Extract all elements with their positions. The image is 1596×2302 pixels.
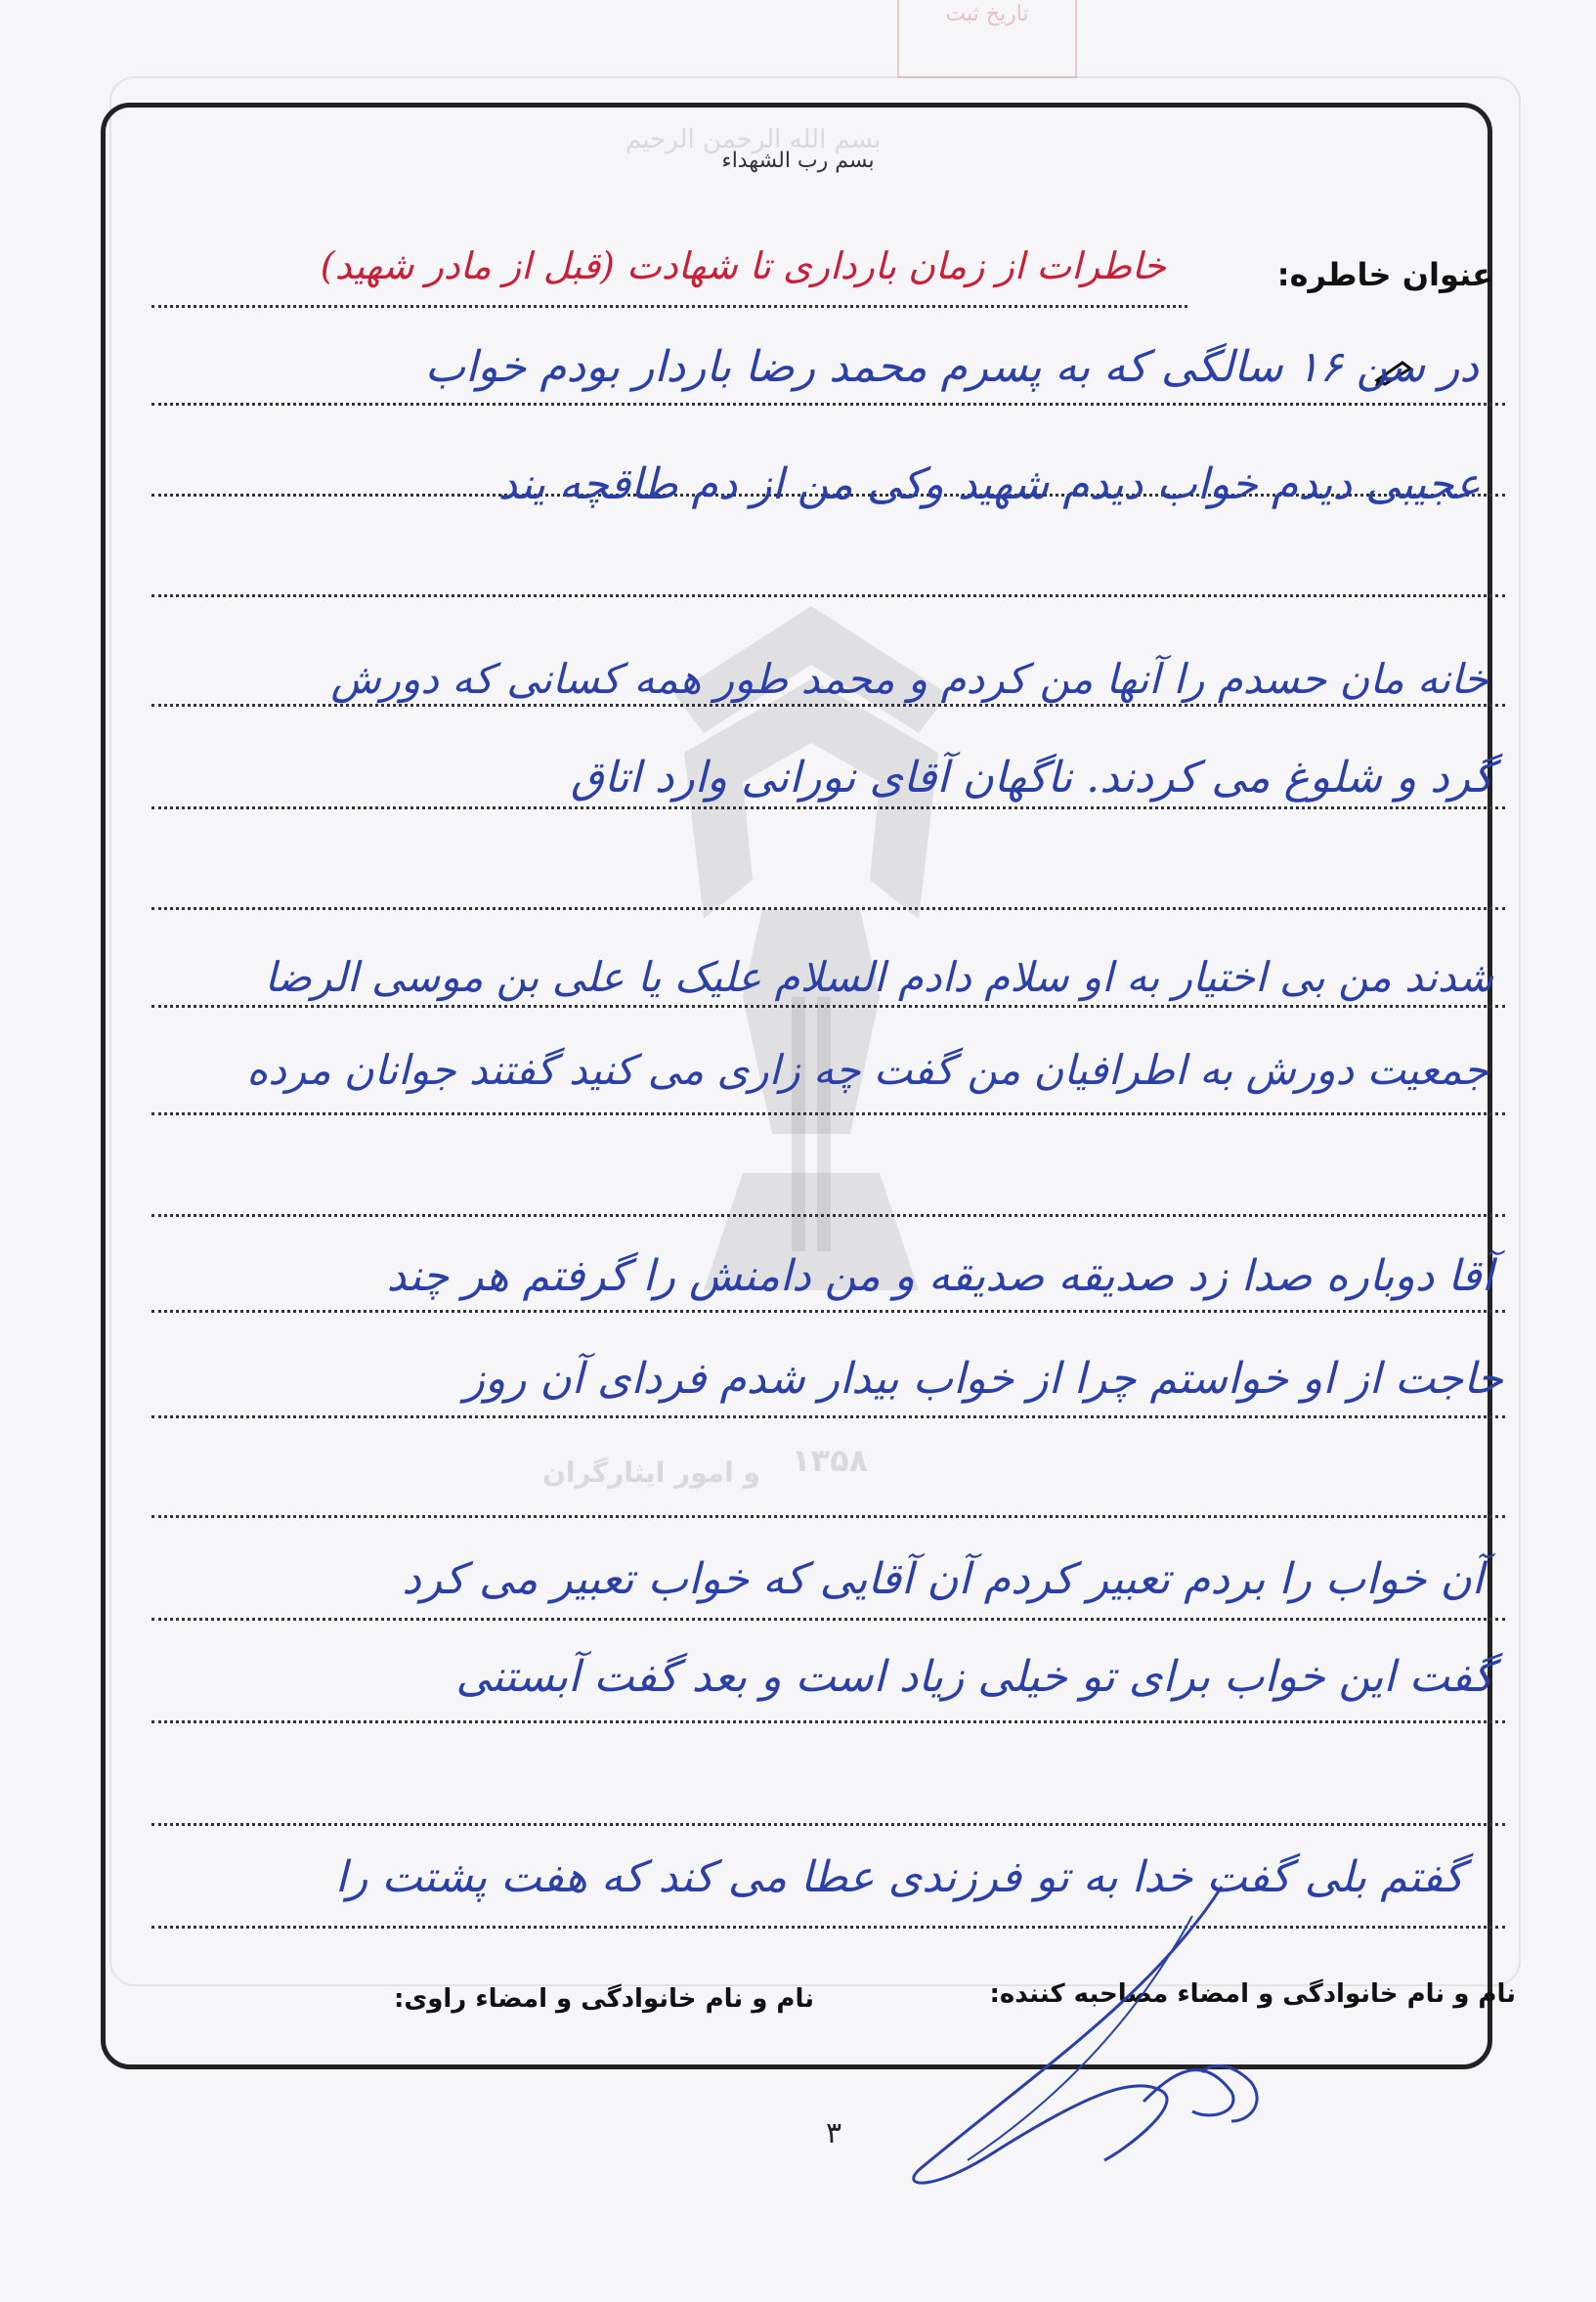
bleed-through-bismillah: بسم الله الرحمن الرحیم [625, 125, 882, 154]
dotted-line-1 [151, 403, 1505, 406]
handwritten-line-8: حاجت از او خواستم چرا از خواب بیدار شدم فردای آن روز [463, 1354, 1503, 1404]
bleed-through-org: و امور ایثارگران [542, 1456, 760, 1489]
handwritten-line-6: جمعیت دورش به اطرافیان من گفت چه زاری می کنید گفتند جوانان مرده [246, 1046, 1488, 1094]
dotted-line-9 [151, 1214, 1505, 1217]
dotted-line-13 [151, 1618, 1505, 1621]
dotted-line-3 [151, 594, 1505, 597]
dotted-line-16 [151, 1926, 1505, 1929]
dotted-line-4 [151, 704, 1505, 707]
signature-icon [880, 1877, 1290, 2199]
memory-title-value: خاطرات از زمان بارداری تا شهادت (قبل از مادر شهید) [320, 244, 1166, 287]
dotted-line-12 [151, 1515, 1505, 1518]
dotted-line-11 [151, 1415, 1505, 1418]
page-header: بسم رب الشهداء [721, 149, 875, 173]
registry-stamp [897, 0, 1077, 78]
dotted-line-15 [151, 1823, 1505, 1826]
handwritten-line-4: گرد و شلوغ می کردند. ناگهان آقای نورانی وارد اتاق [570, 753, 1493, 803]
dotted-line-8 [151, 1112, 1505, 1115]
memory-title-label: عنوان خاطره: [1276, 256, 1493, 293]
page-number: ۳ [826, 2116, 842, 2150]
bleed-through-year: ۱۳۵۸ [792, 1442, 869, 1479]
handwritten-line-7: آقا دوباره صدا زد صدیقه صدیقه و من دامنش را گرفتم هر چند [386, 1251, 1493, 1301]
handwritten-line-11: گفتم بلی گفت خدا به تو فرزندی عطا می کند که هفت پشتت را [334, 1852, 1464, 1902]
handwritten-line-10: گفت این خواب برای تو خیلی زیاد است و بعد گفت آبستنی [455, 1652, 1493, 1702]
dotted-line-6 [151, 907, 1505, 910]
handwritten-line-3: خانه مان حسدم را آنها من کردم و محمد طور همه کسانی که دورش [330, 655, 1488, 703]
title-dotted-line [151, 305, 1187, 308]
dotted-line-5 [151, 806, 1505, 809]
interviewer-signature-label: نام و نام خانوادگی و امضاء مصاحبه کننده: [989, 1979, 1516, 2009]
handwritten-line-1: در سن ۱۶ سالگی که به پسرم محمد رضا باردار بودم خواب [424, 342, 1479, 392]
dotted-line-10 [151, 1310, 1505, 1313]
narrator-signature-label: نام و نام خانوادگی و امضاء راوی: [394, 1984, 814, 2014]
handwritten-line-5: شدند من بی اختیار به او سلام دادم السلام علیک یا علی بن موسی الرضا [264, 953, 1493, 1001]
handwritten-line-2: عجیبی دیدم خواب دیدم شهید وکی من از دم طاقچه یند [497, 459, 1481, 509]
dotted-line-7 [151, 1005, 1505, 1008]
handwritten-line-9: آن خواب را بردم تعبیر کردم آن آقایی که خواب تعبیر می کرد [402, 1554, 1484, 1604]
stamp-text: تاریخ ثبت [945, 2, 1029, 26]
dotted-line-14 [151, 1720, 1505, 1723]
